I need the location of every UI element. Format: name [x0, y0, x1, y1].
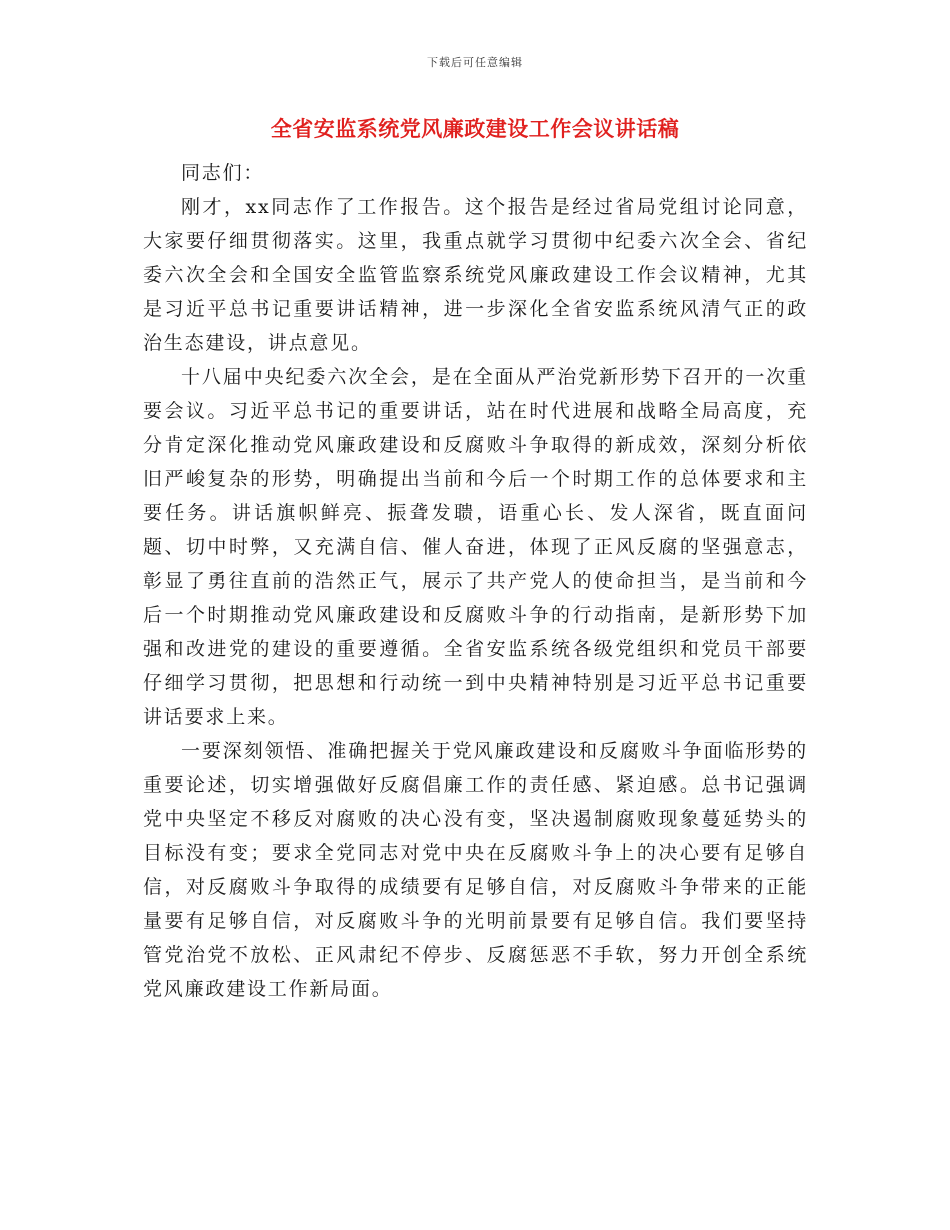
salutation: 同志们：	[181, 162, 265, 184]
header-note: 下载后可任意编辑	[427, 56, 523, 69]
paragraph-1: 刚才，xx同志作了工作报告。这个报告是经过省局党组讨论同意，大家要仔细贯彻落实。这里，我重点就学习贯彻中纪委六次全会、省纪委六次全会和全国安全监管监察系统党风廉政建设工作会议精神，尤其是习近平总书记重要讲话精神，进一步深化全省安监系统风清气正的政治生态建设，讲点意见。	[143, 196, 808, 354]
document-body	[143, 156, 808, 1006]
document-title: 全省安监系统党风廉政建设工作会议讲话稿	[270, 116, 680, 141]
paragraph-3: 一要深刻领悟、准确把握关于党风廉政建设和反腐败斗争面临形势的重要论述，切实增强做好反腐倡廉工作的责任感、紧迫感。总书记强调党中央坚定不移反对腐败的决心没有变，坚决遏制腐败现象蔓延势头的目标没有变；要求全党同志对党中央在反腐败斗争上的决心要有足够自信，对反腐败斗争取得的成绩要有足够自信，对反腐败斗争带来的正能量要有足够自信，对反腐败斗争的光明前景要有足够自信。我们要坚持管党治党不放松、正风肃纪不停步、反腐惩恶不手软，努力开创全系统党风廉政建设工作新局面。	[143, 740, 808, 1000]
paragraph-2: 十八届中央纪委六次全会，是在全面从严治党新形势下召开的一次重要会议。习近平总书记的重要讲话，站在时代进展和战略全局高度，充分肯定深化推动党风廉政建设和反腐败斗争取得的新成效，深刻分析依旧严峻复杂的形势，明确提出当前和今后一个时期工作的总体要求和主要任务。讲话旗帜鲜亮、振聋发聩，语重心长、发人深省，既直面问题、切中时弊，又充满自信、催人奋进，体现了正风反腐的坚强意志，彰显了勇往直前的浩然正气，展示了共产党人的使命担当，是当前和今后一个时期推动党风廉政建设和反腐败斗争的行动指南，是新形势下加强和改进党的建设的重要遵循。全省安监系统各级党组织和党员干部要仔细学习贯彻，把思想和行动统一到中央精神特别是习近平总书记重要讲话要求上来。	[143, 366, 808, 728]
